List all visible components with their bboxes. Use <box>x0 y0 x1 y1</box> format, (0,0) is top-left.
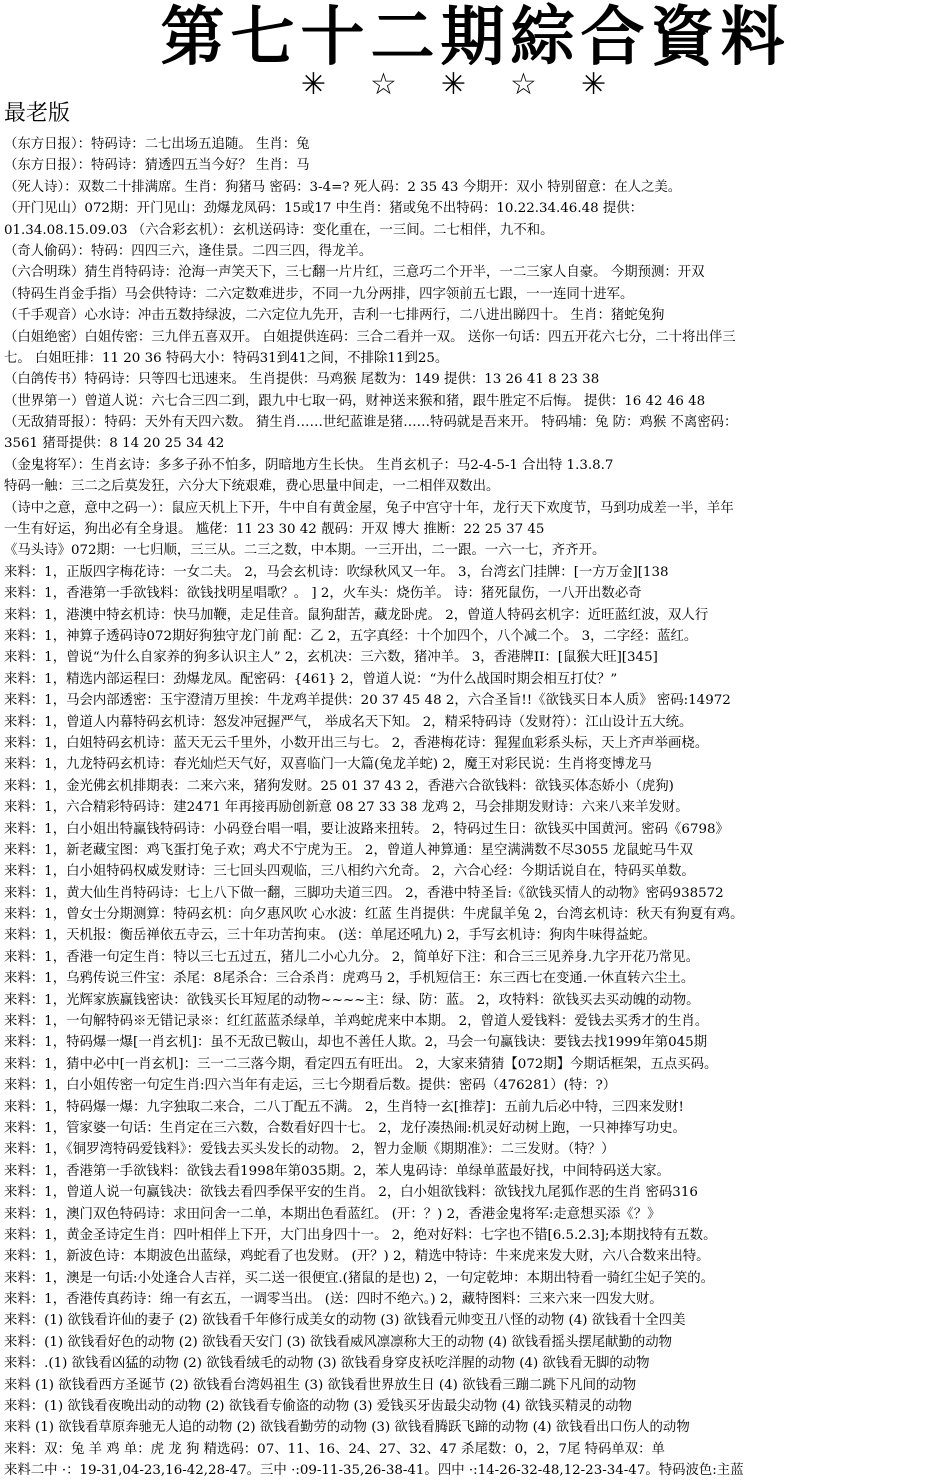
text-line: 来料：1，白小姐传密一句定生肖:四六当年有走运，三七今期看后数。提供：密码（476281）(特：?） <box>4 1078 617 1094</box>
text-line: 来料：(1) 欲钱看许仙的妻子 (2) 欲钱看千年修行成美女的动物 (3) 欲钱看元帅变丑八怪的动物 (4) 欲钱看十全四美 <box>4 1313 686 1329</box>
edition-label: 最老版 <box>4 101 71 126</box>
text-line: 《马头诗》072期：一七归顺，三三从。二三之数，中本期。一三开出，二一跟。一六一七，齐齐开。 <box>4 543 606 559</box>
text-line: 来料：1，黄大仙生肖特码诗：七上八下做一翻，三脚功夫道三四。 2，香港中特圣旨:《欲钱买情人的动物》密码938572 <box>4 885 724 901</box>
text-line: 来料：1，乌鸦传说三件宝：杀尾：8尾杀合：三合杀肖：虎鸡马 2，手机短信王：东三西七在变通.一休直转六尘土。 <box>4 971 695 987</box>
text-line: 来料：1，神算子透码诗072期好狗独守龙门前 配：乙 2，五字真经：十个加四个，八个减二个。 3，二字经：蓝红。 <box>4 628 698 644</box>
text-line: 来料：1，一句解特码※无错记录※：红红蓝蓝杀绿单，羊鸡蛇虎来中本期。 2，曾道人爱钱料：爱钱去买秀才的生肖。 <box>4 1014 709 1030</box>
text-line: 来料：1，特码爆一爆[一肖玄机]：虽不无敌已鞍山，却也不善任人欺。2，马会一句赢钱诀：要钱去找1999年第045期 <box>4 1035 708 1051</box>
text-line: 七。 白姐旺排：11 20 36 特码大小：特码31到41之间，不排除11到25。 <box>4 350 449 366</box>
text-line: （东方日报）：特码诗：二七出场五追随。 生肖：兔 <box>4 137 310 152</box>
star-decoration-row: ✳☆✳☆✳ <box>300 67 651 102</box>
text-line: 来料：1，白姐特码玄机诗：蓝天无云千里外，小数开出三与七。 2，香港梅花诗：猩猩血彩系头标，天上齐声举画桡。 <box>4 735 709 751</box>
text-line: （东方日报）：特码诗：猜透四五当今好？ 生肖：马 <box>4 158 310 174</box>
text-line: 来料：1，金光佛玄机排期表：二来六来，猪狗发财。25 01 37 43 2，香港六合欲钱料：欲钱买体态娇小（虎狗) <box>4 778 674 794</box>
text-line: 来料：1，新老藏宝图：鸡飞蛋打兔子欢；鸡犬不宁虎为王。 2，曾道人神算通：星空满满数不尽3055 龙鼠蛇马牛双 <box>4 842 693 858</box>
text-line: （无敌猜哥报）：特码：天外有天四六数。 猜生肖……世纪蓝谁是猪……特码就是吾来开。 特码埔：兔 防：鸡猴 不离密码： <box>4 415 738 431</box>
text-line: 来料：1，马会内部透密：玉宇澄清万里挨：牛龙鸡羊提供：20 37 45 48 2，六合圣旨!!《欲钱买日本人质》 密码:14972 <box>4 693 731 709</box>
text-line: 来料：1，香港传真药诗：绵一有玄五，一调零当出。 (送：四时不绝六。) 2，藏特图料：三来六来一四发大财。 <box>4 1292 663 1308</box>
text-line: 来料：1，正版四字梅花诗：一女二夫。 2，马会玄机诗：吹绿秋风又一年。 3，台湾玄门挂牌：[一方万金][138 <box>4 564 669 580</box>
text-line: 来料 (1) 欲钱看西方圣诞节 (2) 欲钱看台湾妈祖生 (3) 欲钱看世界放生日 (4) 欲钱看三蹦二跳下凡间的动物 <box>4 1377 637 1393</box>
page-title: 第七十二期綜合資料 <box>160 0 791 75</box>
text-line: 来料：1，香港一句定生肖：特以三七五过五，猪儿二小心九分。 2，简单好下注：和合三三见养身.九字开花乃常见。 <box>4 949 700 965</box>
text-line: （金鬼将军）：生肖玄诗：多多子孙不怕多，阴暗地方生长快。 生肖玄机子：马2-4-5-1 合出特 1.3.8.7 <box>4 457 614 473</box>
text-line: （奇人偷码）：特码：四四三六，逢佳景。二四三四，得龙羊。 <box>4 243 373 259</box>
text-line: （六合明珠）猜生肖特码诗：沧海一声笑天下，三七翻一片片红，三意巧二个开半，一二三家人自豪。 今期预测：开双 <box>4 265 705 281</box>
text-line: 特码一触：三二之后莫发狂，六分大下统艰难，费心思量中间走，一二相伴双数出。 <box>4 479 500 495</box>
text-line: 来料：(1) 欲钱看夜晚出动的动物 (2) 欲钱看专偷盗的动物 (3) 爱钱买牙齿最尖动物 (4) 欲钱买精灵的动物 <box>4 1399 632 1415</box>
text-line: 来料二中 ·：19-31,04-23,16-42,28-47。三中 ·:09-11-35,26-38-41。四中 ·:14-26-32-48,12-23-34-47。特码波色:主蓝 <box>4 1463 744 1479</box>
text-line: 来料：1，曾女士分期测算：特码玄机：向夕惠风吹 心水波：红蓝 生肖提供：牛虎鼠羊兔 2，台湾玄机诗：秋天有狗夏有鸡。 <box>4 907 744 923</box>
text-line: （开门见山）072期：开门见山：劲爆龙凤码：15或17 中生肖：猪或兔不出特码：10.22.34.46.48 提供： <box>4 201 644 217</box>
text-line: 来料：1，白小姐出特赢钱特码诗：小码登台唱一唱，要让波路来扭转。 2，特码过生日：欲钱买中国黄河。密码《6798》 <box>4 821 729 837</box>
text-line: 来料：1，澳是一句话:小处逢合人吉祥，买二送一很便宜.(猪鼠的是也) 2，一句定乾坤：本期出特看一骑红尘妃子笑的。 <box>4 1270 715 1286</box>
text-line: （诗中之意，意中之码一）：鼠应天机上下开，牛中自有黄金屋，兔子中宫守十年，龙行天下欢度节，马到功成差一半，羊年 <box>4 500 734 516</box>
text-line: 来料：1，精选内部运程曰：劲爆龙凤。配密码：{461} 2，曾道人说：“为什么战国时期会相互打仗？” <box>4 671 618 687</box>
text-line: 来料：1，香港第一手欲钱料：欲钱找明星唱歌？。 ] 2，火车头：烧伤羊。 诗：猪死鼠伤，一八开出数必奇 <box>4 586 642 602</box>
text-line: 来料：双：兔 羊 鸡 单：虎 龙 狗 精选码：07、11、16、24、27、32、47 杀尾数：0，2，7尾 特码单双：单 <box>4 1441 665 1457</box>
content-lines <box>4 134 948 1482</box>
text-line: 来料：(1) 欲钱看好色的动物 (2) 欲钱看天安门 (3) 欲钱看威风凛凛称大王的动物 (4) 欲钱看摇头摆尾献勤的动物 <box>4 1334 673 1350</box>
text-line: 来料：1，六合精彩特码诗：建2471 年再接再励创新意 08 27 33 38 龙鸡 2，马会排期发财诗：六来八来羊发财。 <box>4 800 689 816</box>
text-line: （白鸽传书）特码诗：只等四七迅速来。 生肖提供：马鸡猴 尾数为：149 提供：13 26 41 8 23 38 <box>4 372 600 388</box>
text-line: （死人诗）：双数二十排满席。生肖：狗猪马 密码：3-4=? 死人码：2 35 43 今期开：双小 特别留意：在人之美。 <box>4 179 682 195</box>
text-line: （千手观音）心水诗：冲击五数持绿波，二六定位九先开，吉利一七排两行，二八进出睇四十。 生肖：猪蛇兔狗 <box>4 308 665 324</box>
text-line: 来料：1，港澳中特玄机诗：快马加鞭，走足佳音。鼠狗甜苦，藏龙卧虎。 2，曾道人特码玄机字：近旺蓝红波，双人行 <box>4 607 709 623</box>
text-line: 来料：1，猜中必中[一肖玄机]：三一二三落今期，看定四五有旺出。 2，大家来猜猜【072期】今期话框架，五点买码。 <box>4 1056 718 1072</box>
text-line: 来料：1，天机报：衡岳禅依五寺云，三十年功苦拘束。 (送：单尾还吼九) 2，手写玄机诗：狗肉牛味得益蛇。 <box>4 928 656 944</box>
text-line: 来料：1，九龙特码玄机诗：春光灿烂天气好，双喜临门一大篇(兔龙羊蛇) 2，魔王对彩民说：生肖将变博龙马 <box>4 757 652 773</box>
text-line: 来料：1，特码爆一爆：九字独取二来合，二八丁配五不满。 2，生肖特一玄[推荐]：五前九后必中特，三四来发财! <box>4 1099 684 1115</box>
text-line: 来料：1，《铜罗湾特码爱钱料》：爱钱去买头发长的动物。 2，智力金顺《期期准》：二三发财。（特？） <box>4 1142 615 1158</box>
text-line: 来料：1，曾说“为什么自家养的狗多认识主人” 2，玄机决：三六数，猪冲羊。 3，香港牌II：[鼠猴大旺][345] <box>4 650 658 666</box>
text-line: 来料：1，光辉家族赢钱密诀：欲钱买长耳短尾的动物~~~~主：绿、防：蓝。 2，攻特料：欲钱买去买动魄的动物。 <box>4 992 700 1008</box>
text-line: 来料：1，香港第一手欲钱料：欲钱去看1998年第035期。2，苯人鬼码诗：单绿单蓝最好找，中间特码送大家。 <box>4 1163 670 1179</box>
text-line: 来料 (1) 欲钱看草原奔驰无人追的动物 (2) 欲钱看勤劳的动物 (3) 欲钱看腾跃飞蹄的动物 (4) 欲钱看出口伤人的动物 <box>4 1420 690 1436</box>
text-line: （特码生肖金手指）马会供特诗：二六定数难进步，不同一九分两排，四字领前五七跟，一一连同十进军。 <box>4 286 634 302</box>
text-line: 来料：1，曾道人内幕特码玄机诗：怒发冲冠握严气， 举成名天下知。 2，精采特码诗（发财符）：江山设计五大统。 <box>4 714 693 730</box>
text-line: 3561 猪哥提供：8 14 20 25 34 42 <box>4 436 225 452</box>
text-line: 来料：1，曾道人说一句赢钱决：欲钱去看四季保平安的生肖。 2，白小姐欲钱料：欲钱找九尾狐作恶的生肖 密码316 <box>4 1185 698 1201</box>
text-line: 来料：1，黄金圣诗定生肖：四叶相伴上下开，大门出身四十一。 2，绝对好料：七字也不错[6.5.2.3];本期找特有五数。 <box>4 1227 717 1243</box>
text-line: （白姐绝密）白姐传密：三九伴五喜双开。 白姐提供连码：三合二看并一双。 送你一句话：四五开花六七分，二十将出伴三 <box>4 329 736 345</box>
text-line: 来料：1，管家婆一句话：生肖定在三六数，合数看好四十七。 2，龙仔凑热闹:机灵好动树上跑，一只神捧写功史。 <box>4 1120 686 1136</box>
text-line: 来料：1，新波色诗：本期波色出蓝绿，鸡蛇看了也发财。 (开？) 2，精选中特诗：牛来虎来发大财，六八合数来出特。 <box>4 1249 710 1265</box>
text-line: （世界第一）曾道人说：六七合三四二到，跟九中七取一码，财神送来猴和猪，跟牛胜定不后悔。 提供：16 42 46 48 <box>4 393 706 409</box>
text-line: 来料：1，白小姐特码权威发财诗：三七回头四观临，三八相约六允奇。 2，六合心经：今期话说自在，特码买单数。 <box>4 864 695 880</box>
text-line: 一生有好运，狗出必有全身退。 尴佬：11 23 30 42 靓码：开双 博大 推断：22 25 37 45 <box>4 522 545 538</box>
text-line: 01.34.08.15.09.03 （六合彩玄机）：玄机送码诗：变化重在，一三间。二七相伴，九不和。 <box>4 222 554 238</box>
text-line: 来料：.(1) 欲钱看凶猛的动物 (2) 欲钱看绒毛的动物 (3) 欲钱看身穿皮袄吃洋腥的动物 (4) 欲钱看无脚的动物 <box>4 1356 650 1372</box>
text-line: 来料：1，澳门双色特码诗：求田问舍一二单，本期出色看蓝红。 (开：？) 2，香港金鬼将军:走意想买添《？》 <box>4 1206 661 1222</box>
